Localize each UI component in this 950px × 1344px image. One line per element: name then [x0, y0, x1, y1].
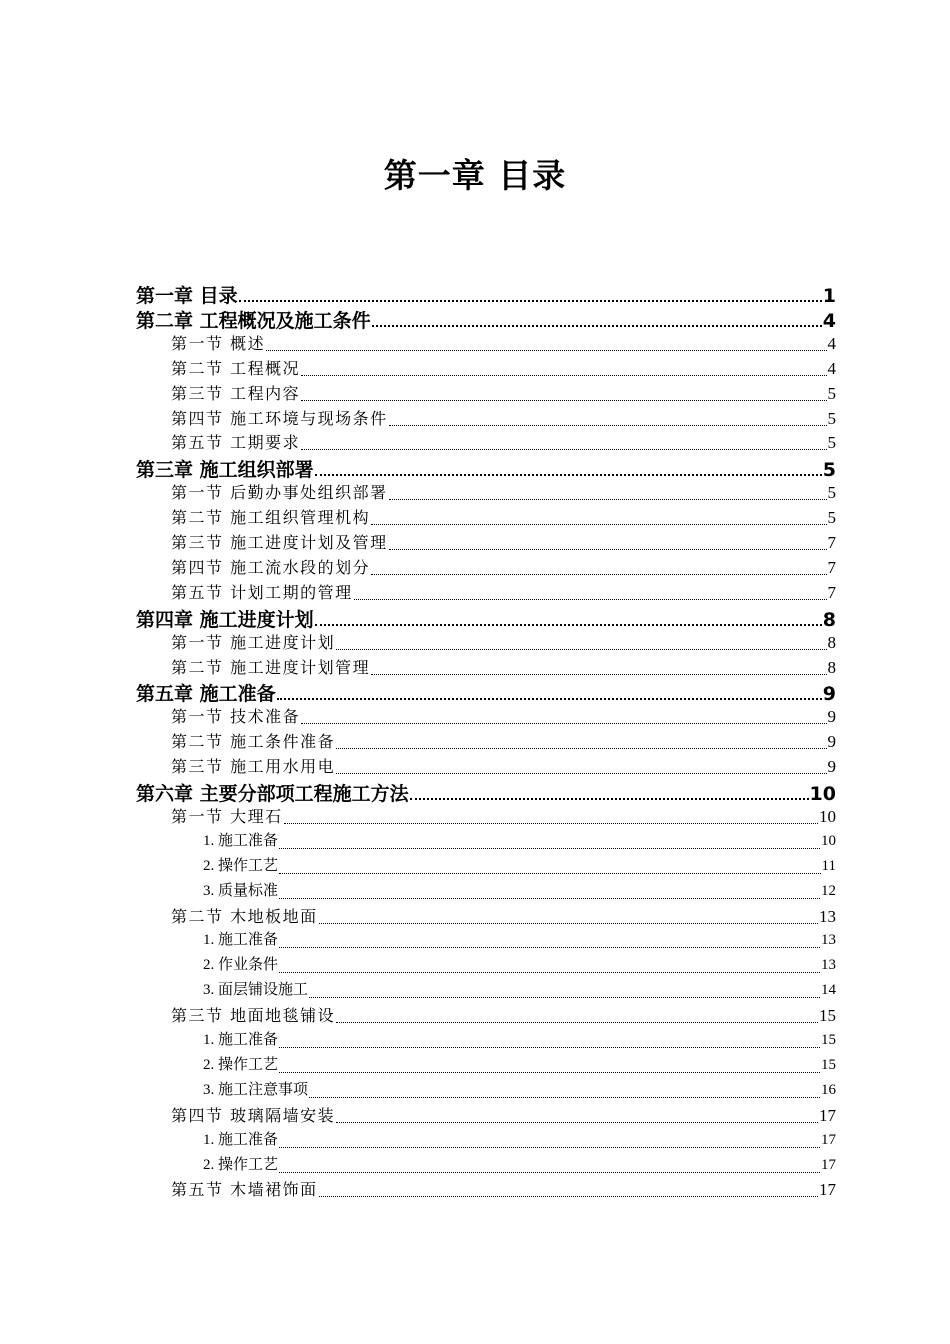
dot-leader [279, 898, 820, 899]
toc-entry-level-1[interactable] [136, 679, 836, 704]
toc-entry-level-2[interactable] [171, 904, 836, 929]
dot-leader [279, 1172, 820, 1173]
dot-leader [266, 350, 826, 351]
toc-entry-label: 第五章 施工准备 [136, 683, 276, 706]
toc-entry-page-number: 7 [827, 582, 836, 602]
toc-entry-label: 第一节 施工进度计划 [171, 632, 336, 652]
toc-entry-page-number: 17 [821, 1131, 836, 1148]
toc-entry-page-number: 9 [827, 707, 836, 727]
toc-entry-page-number: 5 [827, 433, 836, 453]
toc-entry-label: 2. 操作工艺 [203, 857, 279, 874]
dot-leader [319, 1196, 818, 1197]
dot-leader [389, 425, 827, 426]
dot-leader [279, 848, 820, 849]
toc-entry-label: 3. 面层铺设施工 [203, 982, 309, 999]
dot-leader [301, 723, 826, 724]
toc-entry-level-2[interactable] [171, 530, 836, 555]
toc-entry-label: 第六章 主要分部项工程施工方法 [136, 783, 409, 805]
toc-entry-label: 3. 质量标准 [203, 882, 279, 899]
toc-entry-level-3[interactable] [203, 978, 836, 1003]
toc-entry-level-2[interactable] [171, 630, 836, 655]
toc-entry-page-number: 5 [827, 383, 836, 403]
toc-entry-page-number: 14 [821, 982, 836, 999]
toc-entry-level-2[interactable] [171, 331, 836, 356]
dot-leader [389, 549, 827, 550]
toc-entry-page-number: 17 [819, 1105, 836, 1125]
toc-entry-level-2[interactable] [171, 381, 836, 406]
dot-leader [279, 873, 821, 874]
toc-entry-level-3[interactable] [203, 1053, 836, 1078]
toc-entry-level-2[interactable] [171, 430, 836, 455]
toc-entry-label: 第一节 大理石 [171, 806, 283, 826]
toc-entry-label: 2. 作业条件 [203, 957, 279, 974]
dot-leader [336, 773, 826, 774]
toc-entry-label: 第四节 施工流水段的划分 [171, 557, 371, 577]
toc-entry-label: 第三章 施工组织部署 [136, 459, 314, 482]
dot-leader [319, 923, 818, 924]
toc-entry-page-number: 9 [827, 757, 836, 777]
dot-leader [309, 997, 820, 998]
dot-leader [315, 474, 822, 476]
dot-leader [372, 325, 822, 327]
toc-entry-level-3[interactable] [203, 854, 836, 879]
toc-entry-level-3[interactable] [203, 829, 836, 854]
toc-entry-label: 第二节 工程概况 [171, 358, 301, 378]
toc-entry-level-2[interactable] [171, 655, 836, 680]
toc-entry-level-2[interactable] [171, 1003, 836, 1028]
toc-entry-page-number: 10 [819, 806, 836, 826]
dot-leader [301, 375, 826, 376]
toc-entry-label: 第四章 施工进度计划 [136, 608, 314, 631]
toc-entry-label: 第三节 工程内容 [171, 383, 301, 403]
toc-entry-level-1[interactable] [136, 281, 836, 306]
dot-leader [279, 1147, 820, 1148]
toc-entry-page-number: 17 [819, 1180, 836, 1200]
toc-entry-label: 第二节 施工组织管理机构 [171, 508, 371, 528]
toc-entry-label: 第二章 工程概况及施工条件 [136, 309, 371, 332]
toc-entry-level-2[interactable] [171, 356, 836, 381]
toc-entry-level-2[interactable] [171, 1103, 836, 1128]
dot-leader [336, 1122, 818, 1123]
toc-entry-page-number: 7 [827, 533, 836, 552]
toc-entry-level-2[interactable] [171, 480, 836, 505]
toc-entry-page-number: 4 [822, 309, 836, 332]
dot-leader [410, 798, 809, 800]
toc-entry-level-1[interactable] [136, 455, 836, 480]
dot-leader [277, 698, 822, 700]
toc-entry-level-3[interactable] [203, 953, 836, 978]
toc-entry-level-3[interactable] [203, 1078, 836, 1103]
dot-leader [336, 649, 826, 650]
toc-entry-level-2[interactable] [171, 406, 836, 431]
toc-entry-page-number: 13 [821, 932, 836, 949]
toc-entry-page-number: 9 [827, 732, 836, 752]
toc-entry-page-number: 10 [809, 783, 836, 805]
toc-entry-label: 1. 施工准备 [203, 1131, 279, 1148]
toc-entry-page-number: 13 [819, 906, 836, 926]
toc-entry-level-3[interactable] [203, 1128, 836, 1153]
dot-leader [301, 400, 826, 401]
toc-entry-label: 第四节 施工环境与现场条件 [171, 408, 388, 428]
toc-entry-level-3[interactable] [203, 879, 836, 904]
toc-entry-level-3[interactable] [203, 928, 836, 953]
toc-entry-page-number: 9 [822, 683, 836, 706]
toc-entry-level-2[interactable] [171, 505, 836, 530]
toc-entry-level-3[interactable] [203, 1153, 836, 1178]
toc-entry-level-1[interactable] [136, 605, 836, 630]
toc-entry-label: 第三节 地面地毯铺设 [171, 1006, 336, 1026]
toc-entry-label: 第一章 目录 [136, 285, 238, 307]
toc-entry-page-number: 15 [821, 1032, 836, 1048]
toc-entry-page-number: 15 [821, 1056, 836, 1073]
toc-entry-label: 第二节 木地板地面 [171, 906, 318, 926]
toc-entry-page-number: 13 [821, 957, 836, 974]
dot-leader [284, 823, 818, 824]
toc-entry-level-2[interactable] [171, 804, 836, 829]
toc-entry-page-number: 7 [827, 557, 836, 577]
toc-entry-page-number: 4 [827, 358, 836, 378]
toc-entry-label: 3. 施工注意事项 [203, 1081, 309, 1098]
dot-leader [315, 624, 822, 626]
toc-entry-label: 第三节 施工用水用电 [171, 757, 336, 777]
toc-entry-page-number: 5 [827, 408, 836, 428]
page-title: 第一章 目录 [383, 156, 567, 195]
dot-leader [279, 1047, 820, 1048]
toc-entry-label: 2. 操作工艺 [203, 1056, 279, 1073]
toc-entry-level-2[interactable] [171, 555, 836, 580]
dot-leader [354, 599, 827, 600]
toc-entry-level-1[interactable] [136, 779, 836, 804]
toc-entry-label: 第五节 计划工期的管理 [171, 582, 353, 602]
dot-leader [336, 1022, 818, 1023]
toc-entry-page-number: 17 [821, 1156, 836, 1173]
dot-leader [279, 947, 820, 948]
dot-leader [309, 1097, 820, 1098]
toc-entry-label: 第三节 施工进度计划及管理 [171, 533, 388, 552]
dot-leader [371, 674, 826, 675]
toc-entry-page-number: 4 [827, 333, 836, 353]
toc-entry-page-number: 5 [827, 508, 836, 528]
dot-leader [336, 748, 826, 749]
toc-entry-label: 第二节 施工条件准备 [171, 732, 336, 752]
toc-entry-level-3[interactable] [203, 1028, 836, 1053]
toc-entry-label: 1. 施工准备 [203, 1032, 279, 1048]
dot-leader [371, 574, 826, 575]
dot-leader [239, 300, 822, 302]
toc-entry-label: 第五节 工期要求 [171, 433, 301, 453]
toc-entry-label: 第一节 后勤办事处组织部署 [171, 483, 388, 503]
dot-leader [279, 972, 820, 973]
dot-leader [279, 1072, 820, 1073]
toc-entry-page-number: 12 [821, 882, 836, 899]
toc-entry-page-number: 11 [821, 857, 836, 874]
toc-entry-level-2[interactable] [171, 580, 836, 605]
toc-entry-page-number: 15 [819, 1006, 836, 1026]
toc-entry-label: 第四节 玻璃隔墙安装 [171, 1105, 336, 1125]
toc-entry-page-number: 8 [827, 657, 836, 677]
toc-entry-page-number: 5 [827, 483, 836, 503]
toc-entry-level-2[interactable] [171, 754, 836, 779]
toc-entry-page-number: 1 [822, 285, 836, 307]
toc-entry-page-number: 16 [821, 1081, 836, 1098]
toc-entry-label: 第二节 施工进度计划管理 [171, 657, 371, 677]
toc-entry-level-2[interactable] [171, 1177, 836, 1202]
toc-entry-level-2[interactable] [171, 729, 836, 754]
toc-entry-label: 1. 施工准备 [203, 932, 279, 949]
dot-leader [301, 449, 826, 450]
toc-entry-page-number: 8 [827, 632, 836, 652]
toc-entry-label: 第一节 技术准备 [171, 707, 301, 727]
toc-entry-label: 1. 施工准备 [203, 832, 279, 849]
toc-entry-level-1[interactable] [136, 306, 836, 331]
toc-entry-page-number: 5 [822, 459, 836, 482]
dot-leader [389, 499, 827, 500]
toc-entry-label: 2. 操作工艺 [203, 1156, 279, 1173]
toc-entry-page-number: 8 [822, 608, 836, 631]
toc-entry-label: 第一节 概述 [171, 333, 266, 353]
toc-entry-page-number: 10 [821, 832, 836, 849]
dot-leader [371, 524, 826, 525]
toc-entry-level-2[interactable] [171, 704, 836, 729]
toc-entry-label: 第五节 木墙裙饰面 [171, 1180, 318, 1200]
